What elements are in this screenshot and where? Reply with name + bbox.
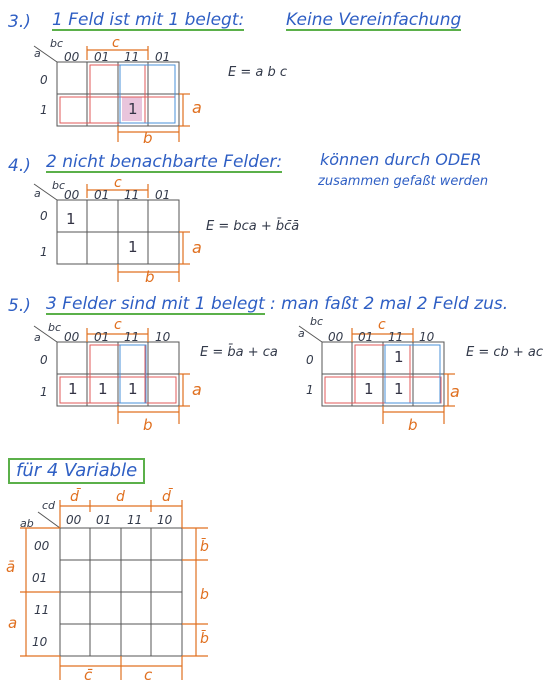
kmap4-row-0: 0 bbox=[40, 209, 48, 223]
kmap3-label-c: c bbox=[112, 35, 120, 51]
section3-number: 3.) bbox=[8, 12, 31, 32]
section3-note: Keine Vereinfachung bbox=[286, 10, 462, 30]
section4-note-line2: zusammen gefaßt werden bbox=[318, 174, 489, 189]
kmap4-label-a: a bbox=[192, 238, 202, 257]
kmap3-one: 1 bbox=[128, 100, 138, 118]
kmap5l-label-b: b bbox=[143, 416, 153, 434]
kmap6-right-label-2: b̄ bbox=[200, 631, 209, 647]
kmap6-corner-top: cd bbox=[42, 499, 56, 512]
kmap5l-corner-top: bc bbox=[48, 321, 62, 334]
section5-title: 3 Felder sind mit 1 belegt bbox=[46, 294, 265, 314]
kmap3-row-0: 0 bbox=[40, 73, 48, 87]
section4-title: 2 nicht benachbarte Felder: bbox=[46, 152, 283, 172]
kmap6-left-label-1: a bbox=[8, 614, 18, 632]
kmap6-top-label-1: d bbox=[116, 489, 125, 505]
kmap4-one-a: 1 bbox=[66, 210, 76, 228]
kmap5l-formula: E = b̄a + ca bbox=[200, 345, 278, 360]
kmap3-col-2: 11 bbox=[124, 50, 140, 64]
kmap3-label-b: b bbox=[143, 129, 153, 147]
kmap5l-col-2: 11 bbox=[124, 330, 140, 344]
kmap5r-col-3: 10 bbox=[419, 330, 435, 344]
kmap6-row-2: 11 bbox=[34, 603, 50, 617]
kmap6-col-2: 11 bbox=[127, 513, 143, 527]
kmap5r-corner-left: a bbox=[298, 327, 305, 340]
kmap3-col-1: 01 bbox=[94, 50, 110, 64]
kmap5l-one-b: 1 bbox=[98, 380, 108, 398]
kmap5r-col-2: 11 bbox=[388, 330, 404, 344]
kmap6-top-label-0: d̄ bbox=[70, 489, 79, 505]
kmap5l-corner-left: a bbox=[34, 331, 41, 344]
kmap6-right-label-0: b̄ bbox=[200, 539, 209, 555]
kmap3-corner-top: bc bbox=[50, 37, 64, 50]
kmap3-formula: E = a b c bbox=[228, 65, 288, 80]
kmap3-col-0: 00 bbox=[64, 50, 80, 64]
section4-note-line1: können durch ODER bbox=[320, 150, 482, 169]
kmap6-markers bbox=[20, 500, 208, 680]
kmap4-col-1: 01 bbox=[94, 188, 110, 202]
kmap6-col-3: 10 bbox=[157, 513, 173, 527]
kmap3-col-3: 01 bbox=[155, 50, 171, 64]
kmap6-row-1: 01 bbox=[32, 571, 48, 585]
kmap4-label-b: b bbox=[145, 268, 155, 286]
kmap5l-col-0: 00 bbox=[64, 330, 80, 344]
kmap6-left-label-0: ā bbox=[6, 558, 16, 576]
kmap5r-label-a: a bbox=[450, 382, 460, 401]
section5-number: 5.) bbox=[8, 296, 31, 316]
kmap5r-one-c: 1 bbox=[394, 380, 404, 398]
kmap4-col-2: 11 bbox=[124, 188, 140, 202]
kmap6-row-3: 10 bbox=[32, 635, 48, 649]
kmap4-corner-top: bc bbox=[52, 179, 66, 192]
kmap4-col-0: 00 bbox=[64, 188, 80, 202]
kmap5r-col-0: 00 bbox=[328, 330, 344, 344]
kmap4-formula: E = bca + b̄c̄ā bbox=[206, 219, 300, 234]
kmap5l-one-c: 1 bbox=[128, 380, 138, 398]
kmap6-grid bbox=[38, 512, 182, 656]
kmap6-right-label-1: b bbox=[200, 587, 209, 603]
section3-title: 1 Feld ist mit 1 belegt: bbox=[52, 10, 245, 30]
kmap6-row-0: 00 bbox=[34, 539, 50, 553]
kmap5r-col-1: 01 bbox=[358, 330, 374, 344]
kmap5r-corner-top: bc bbox=[310, 315, 324, 328]
kmap5r-label-c: c bbox=[378, 317, 386, 333]
kmap5r-row-0: 0 bbox=[306, 353, 314, 367]
kmap6-corner-left: ab bbox=[20, 517, 34, 530]
kmap6-top-label-2: d̄ bbox=[162, 489, 171, 505]
kmap5l-one-a: 1 bbox=[68, 380, 78, 398]
kmap6-bottom-label-1: c bbox=[144, 666, 153, 684]
kmap5l-col-3: 10 bbox=[155, 330, 171, 344]
kmap5l-label-c: c bbox=[114, 317, 122, 333]
kmap5r-one-b: 1 bbox=[364, 380, 374, 398]
kmap5r-formula: E = cb + ac bbox=[466, 345, 544, 360]
section4-number: 4.) bbox=[8, 156, 31, 176]
kmap5r-one-a: 1 bbox=[394, 348, 404, 366]
kmap4-label-c: c bbox=[114, 175, 122, 191]
kmap4-col-3: 01 bbox=[155, 188, 171, 202]
section5-note: : man faßt 2 mal 2 Feld zus. bbox=[270, 294, 509, 314]
kmap5l-row-0: 0 bbox=[40, 353, 48, 367]
kmap6-bottom-label-0: c̄ bbox=[84, 666, 93, 684]
kmap3-label-a: a bbox=[192, 98, 202, 117]
kmap5l-col-1: 01 bbox=[94, 330, 110, 344]
kmap4-one-b: 1 bbox=[128, 238, 138, 256]
kmap5r-row-1: 1 bbox=[306, 383, 314, 397]
kmap5l-label-a: a bbox=[192, 380, 202, 399]
kmap6-col-0: 00 bbox=[66, 513, 82, 527]
kmap3-corner-left: a bbox=[34, 47, 41, 60]
kmap3-row-1: 1 bbox=[40, 103, 48, 117]
section6-title: für 4 Variable bbox=[8, 458, 145, 484]
kmap6-col-1: 01 bbox=[96, 513, 112, 527]
kmap4-corner-left: a bbox=[34, 187, 41, 200]
kmap5r-label-b: b bbox=[408, 416, 418, 434]
kmap5l-row-1: 1 bbox=[40, 385, 48, 399]
kmap4-row-1: 1 bbox=[40, 245, 48, 259]
